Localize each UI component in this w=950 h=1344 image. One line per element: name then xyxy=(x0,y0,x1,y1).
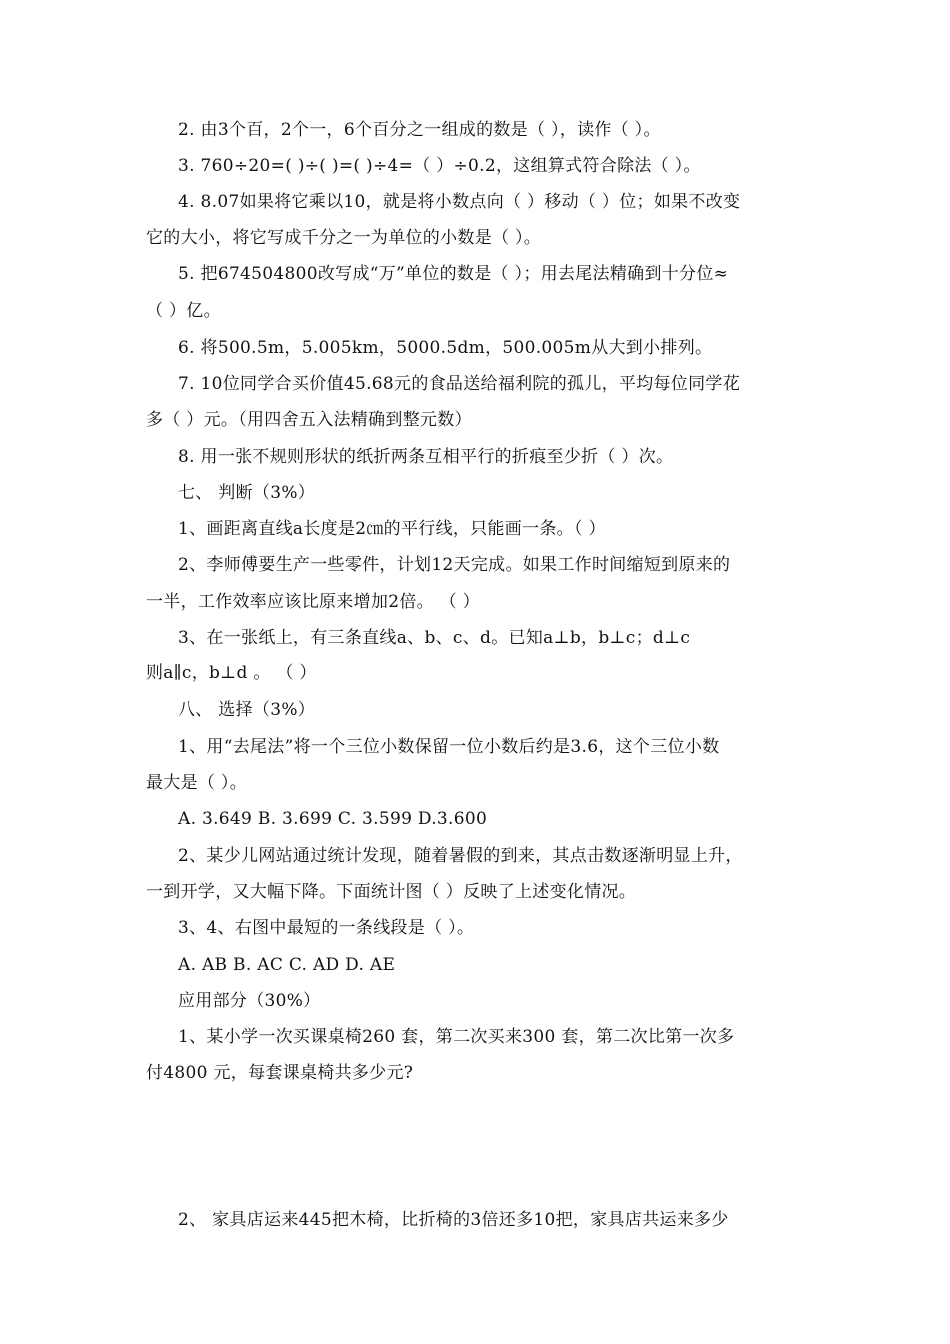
choice-q34: 3、4、右图中最短的一条线段是（ ）。 xyxy=(178,918,475,938)
choice-heading: 八、 选择（3%） xyxy=(178,700,316,720)
choice-q1-options: A. 3.649 B. 3.699 C. 3.599 D.3.600 xyxy=(178,809,488,829)
fill-blank-q8: 8. 用一张不规则形状的纸折两条互相平行的折痕至少折（ ）次。 xyxy=(178,447,674,467)
choice-q2-line2: 一到开学，又大幅下降。下面统计图（ ）反映了上述变化情况。 xyxy=(146,882,637,902)
application-q2-line1: 2、 家具店运来445把木椅，比折椅的3倍还多10把，家具店共运来多少 xyxy=(178,1210,729,1230)
choice-q2-line1: 2、某少儿网站通过统计发现，随着暑假的到来，其点击数逐渐明显上升， xyxy=(178,846,743,866)
judge-q1: 1、画距离直线a长度是2㎝的平行线，只能画一条。（ ） xyxy=(178,519,606,539)
application-q1-line2: 付4800 元，每套课桌椅共多少元? xyxy=(146,1063,414,1083)
application-heading: 应用部分（30%） xyxy=(178,991,321,1011)
judge-q2-line2: 一半，工作效率应该比原来增加2倍。 （ ） xyxy=(146,592,480,612)
choice-q1-line2: 最大是（ ）。 xyxy=(146,773,248,793)
fill-blank-q5-line1: 5. 把674504800改写成“万”单位的数是（ ）；用去尾法精确到十分位≈ xyxy=(178,264,729,284)
fill-blank-q6: 6. 将500.5m，5.005km，5000.5dm，500.005m从大到小排列。 xyxy=(178,338,713,358)
choice-q34-options: A. AB B. AC C. AD D. AE xyxy=(178,955,396,975)
fill-blank-q7-line2: 多（ ）元。（用四舍五入法精确到整元数） xyxy=(146,410,472,430)
fill-blank-q4-line2: 它的大小，将它写成千分之一为单位的小数是（ ）。 xyxy=(146,228,542,248)
judge-q3-line2: 则a∥c，b⊥d 。 （ ） xyxy=(146,663,317,683)
judge-heading: 七、 判断（3%） xyxy=(178,483,316,503)
judge-q3-line1: 3、在一张纸上，有三条直线a、b、c、d。已知a⊥b，b⊥c；d⊥c xyxy=(178,628,691,648)
fill-blank-q2: 2. 由3个百，2个一，6个百分之一组成的数是（ ），读作（ ）。 xyxy=(178,120,661,140)
fill-blank-q5-line2: （ ）亿。 xyxy=(146,301,221,321)
application-q1-line1: 1、某小学一次买课桌椅260 套，第二次买来300 套，第二次比第一次多 xyxy=(178,1027,735,1047)
fill-blank-q3: 3. 760÷20=( )÷( )=( )÷4=（ ）÷0.2，这组算式符合除法（ ）。 xyxy=(178,156,701,176)
choice-q1-line1: 1、用“去尾法”将一个三位小数保留一位小数后约是3.6，这个三位小数 xyxy=(178,737,720,757)
fill-blank-q7-line1: 7. 10位同学合买价值45.68元的食品送给福利院的孤儿，平均每位同学花 xyxy=(178,374,741,394)
fill-blank-q4-line1: 4. 8.07如果将它乘以10，就是将小数点向（ ）移动（ ）位；如果不改变 xyxy=(178,192,741,212)
judge-q2-line1: 2、李师傅要生产一些零件，计划12天完成。如果工作时间缩短到原来的 xyxy=(178,555,731,575)
